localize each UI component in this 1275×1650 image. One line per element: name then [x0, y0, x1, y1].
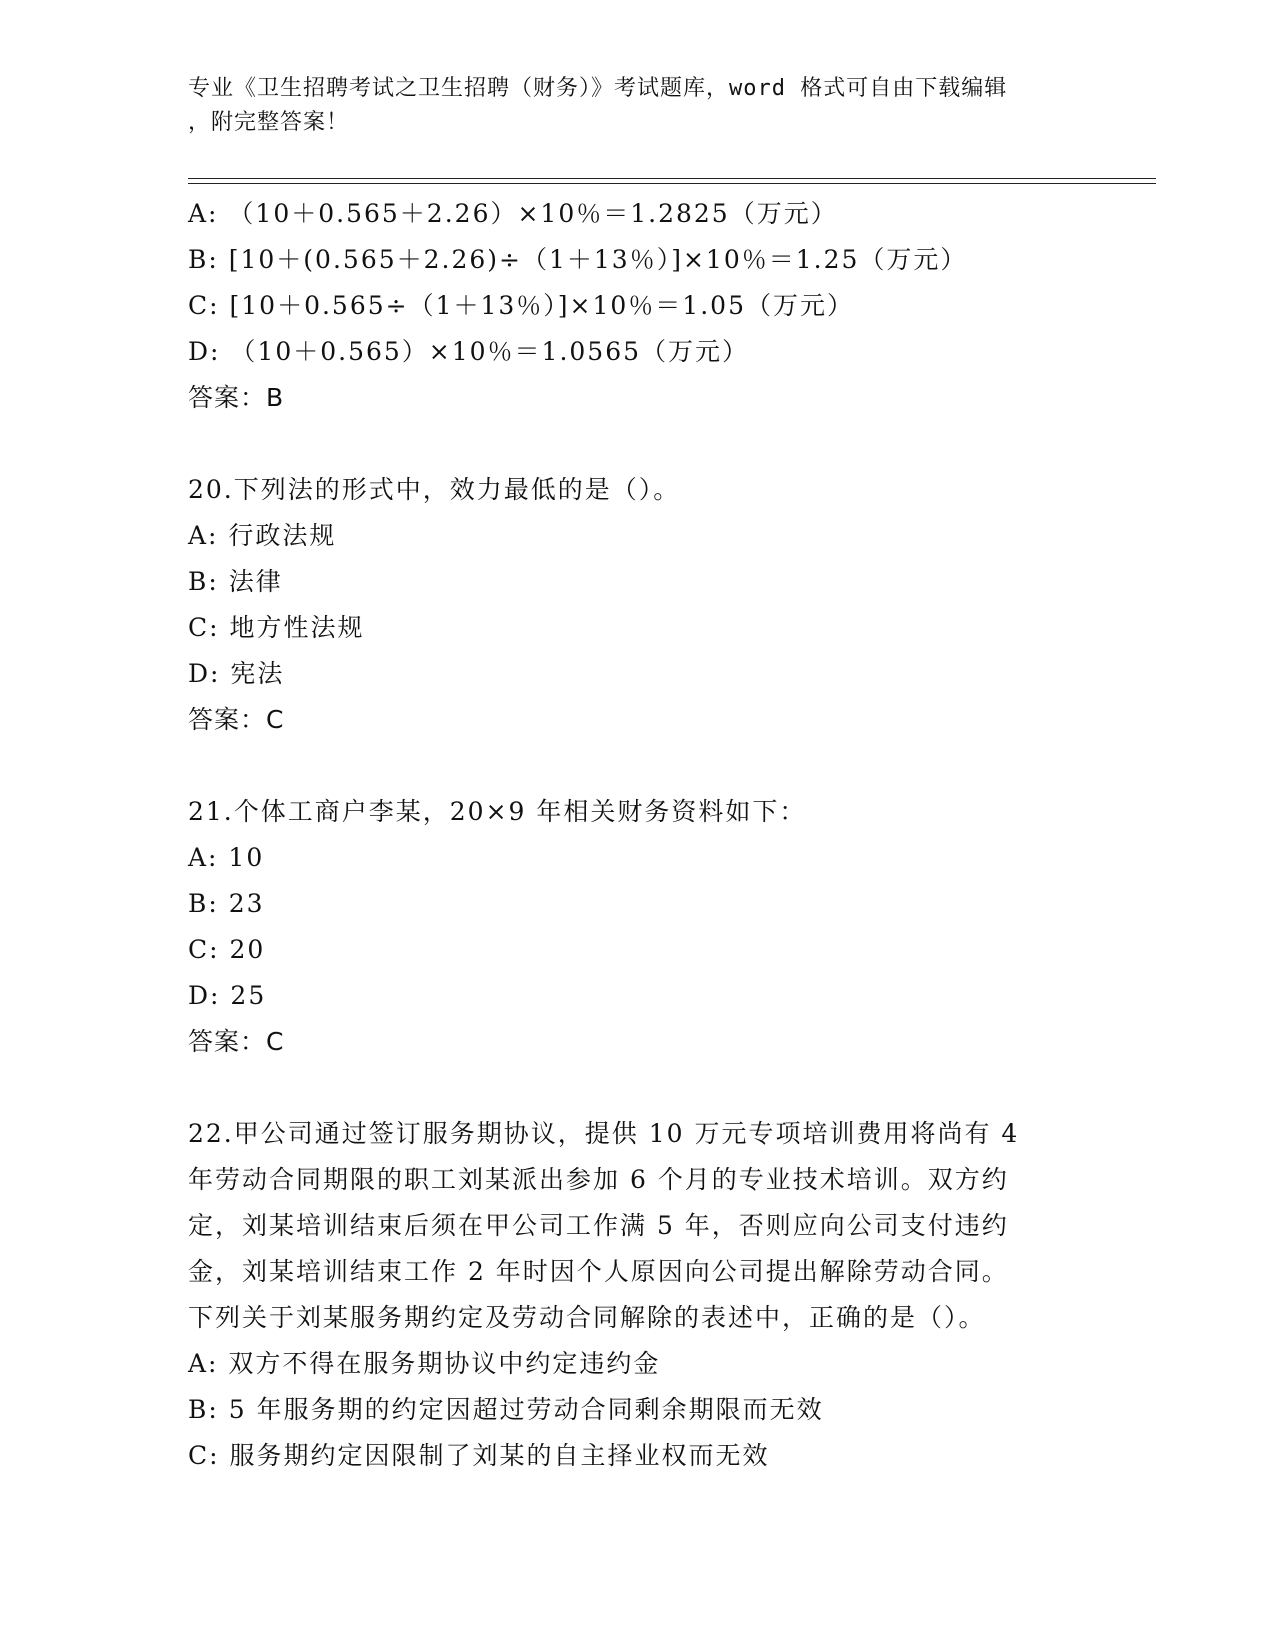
- question-20-block: [188, 467, 1088, 743]
- option-a: A: 双方不得在服务期协议中约定违约金: [188, 1349, 661, 1378]
- header-line-2: ，附完整答案！: [188, 110, 350, 135]
- option-c: C: 服务期约定因限制了刘某的自主择业权而无效: [188, 1441, 770, 1470]
- option-c: C: [10＋0.565÷（1＋13％）]×10％＝1.05（万元）: [188, 291, 854, 320]
- option-d: D: 25: [188, 981, 267, 1010]
- answer-label: 答案：B: [188, 383, 285, 412]
- option-d: D: （10＋0.565）×10％＝1.0565（万元）: [188, 337, 750, 366]
- question-text-line: 年劳动合同期限的职工刘某派出参加 6 个月的专业技术培训。双方约: [188, 1165, 1009, 1194]
- option-a: A: 10: [188, 843, 265, 872]
- question-text-line: 22.甲公司通过签订服务期协议，提供 10 万元专项培训费用将尚有 4: [188, 1119, 1020, 1148]
- question-21-block: [188, 789, 1088, 1065]
- header-divider-bottom: [188, 183, 1156, 184]
- option-a: A: 行政法规: [188, 521, 337, 550]
- question-text: 20.下列法的形式中，效力最低的是（）。: [188, 475, 681, 504]
- header-line-1: 专业《卫生招聘考试之卫生招聘（财务）》考试题库，word 格式可自由下载编辑: [188, 76, 1008, 101]
- question-content: [188, 191, 1088, 1479]
- spacer: [188, 1065, 1088, 1111]
- spacer: [188, 743, 1088, 789]
- answer-label: 答案：C: [188, 705, 285, 734]
- option-c: C: 地方性法规: [188, 613, 365, 642]
- question-text-line: 定，刘某培训结束后须在甲公司工作满 5 年，否则应向公司支付违约: [188, 1211, 1009, 1240]
- option-c: C: 20: [188, 935, 266, 964]
- question-19-block: [188, 191, 1088, 421]
- question-text: 21.个体工商户李某，20×9 年相关财务资料如下：: [188, 797, 807, 826]
- option-a: A: （10＋0.565＋2.26）×10％＝1.2825（万元）: [188, 199, 838, 228]
- question-text-line: 金，刘某培训结束工作 2 年时因个人原因向公司提出解除劳动合同。: [188, 1257, 1009, 1286]
- question-text-line: 下列关于刘某服务期约定及劳动合同解除的表述中，正确的是（）。: [188, 1303, 986, 1332]
- question-22-block: [188, 1111, 1088, 1479]
- header-divider-top: [188, 178, 1156, 179]
- option-b: B: 23: [188, 889, 265, 918]
- option-b: B: 5 年服务期的约定因超过劳动合同剩余期限而无效: [188, 1395, 824, 1424]
- option-b: B: [10＋(0.565＋2.26)÷（1＋13％）]×10％＝1.25（万元）: [188, 245, 968, 274]
- spacer: [188, 421, 1088, 467]
- option-b: B: 法律: [188, 567, 283, 596]
- document-header: [188, 72, 1088, 140]
- answer-label: 答案：C: [188, 1027, 285, 1056]
- option-d: D: 宪法: [188, 659, 285, 688]
